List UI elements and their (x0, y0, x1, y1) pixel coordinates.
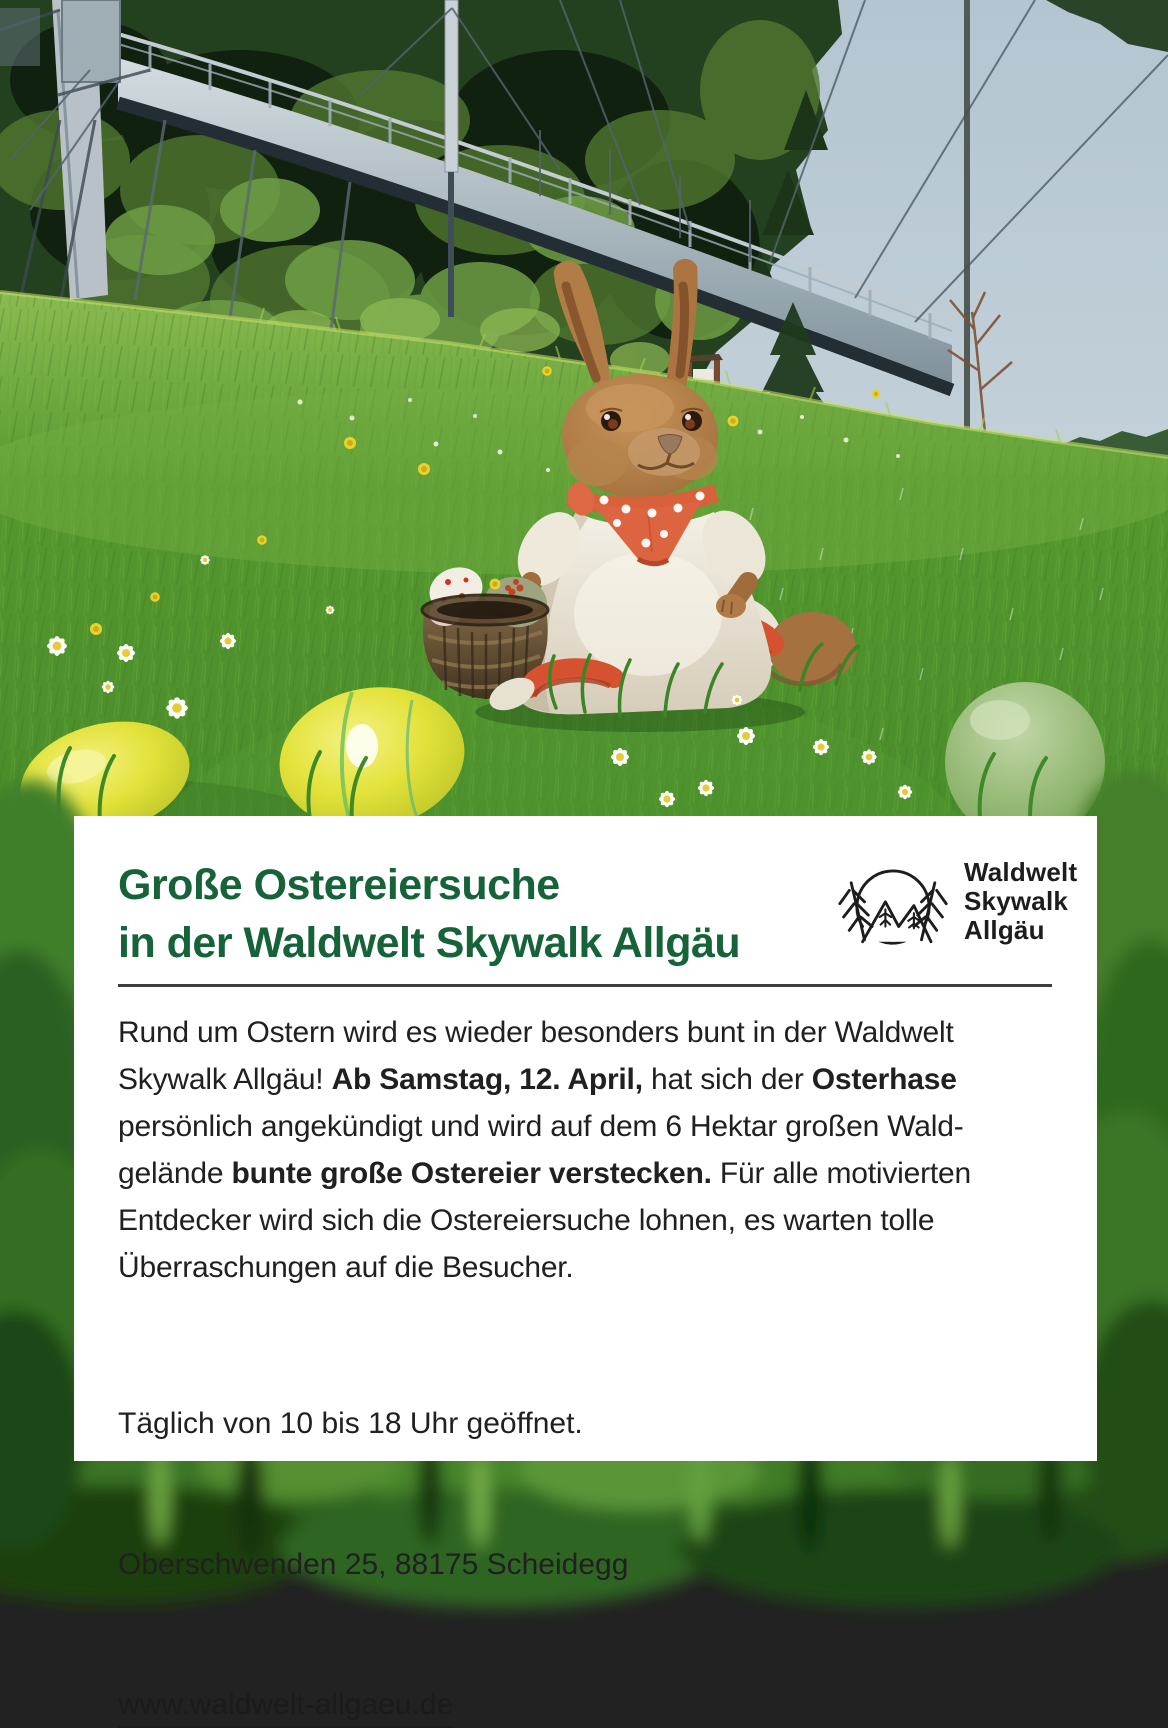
address: Oberschwenden 25, 88175 Scheidegg (118, 1548, 629, 1581)
waldwelt-logo (836, 858, 1077, 958)
logo-text-line-2: Skywalk (964, 886, 1069, 916)
lift-pole (964, 0, 970, 440)
waldwelt-logo-icon (836, 858, 950, 958)
website-link[interactable]: www.waldwelt-allgaeu.de (118, 1688, 453, 1728)
title-line-2: in der Waldwelt Skywalk Allgäu (118, 919, 741, 967)
opening-hours: Täglich von 10 bis 18 Uhr geöffnet. (118, 1407, 583, 1440)
title-line-1: Große Ostereiersuche (118, 861, 560, 909)
logo-text-line-1: Waldwelt (964, 857, 1078, 887)
visitor-info (118, 1306, 1061, 1682)
logo-text (964, 858, 1077, 945)
info-card (74, 816, 1097, 1721)
logo-text-line-3: Allgäu (964, 915, 1045, 945)
body-text: Rund um Ostern wird es wieder besonders bunt in der Waldwelt Skywalk Allgäu! Ab Samstag, 12. April, hat sich der Osterhase persönlich angekündigt und wird auf dem 6 Hektar großen Wald- gelände bunte große Ostereier verstecken. Für alle motivierten Entdecker wird sich die Ostereiersuche lohnen, es warten tolle Überraschungen auf die Besucher. (118, 1016, 972, 1284)
divider-line (118, 984, 1052, 987)
